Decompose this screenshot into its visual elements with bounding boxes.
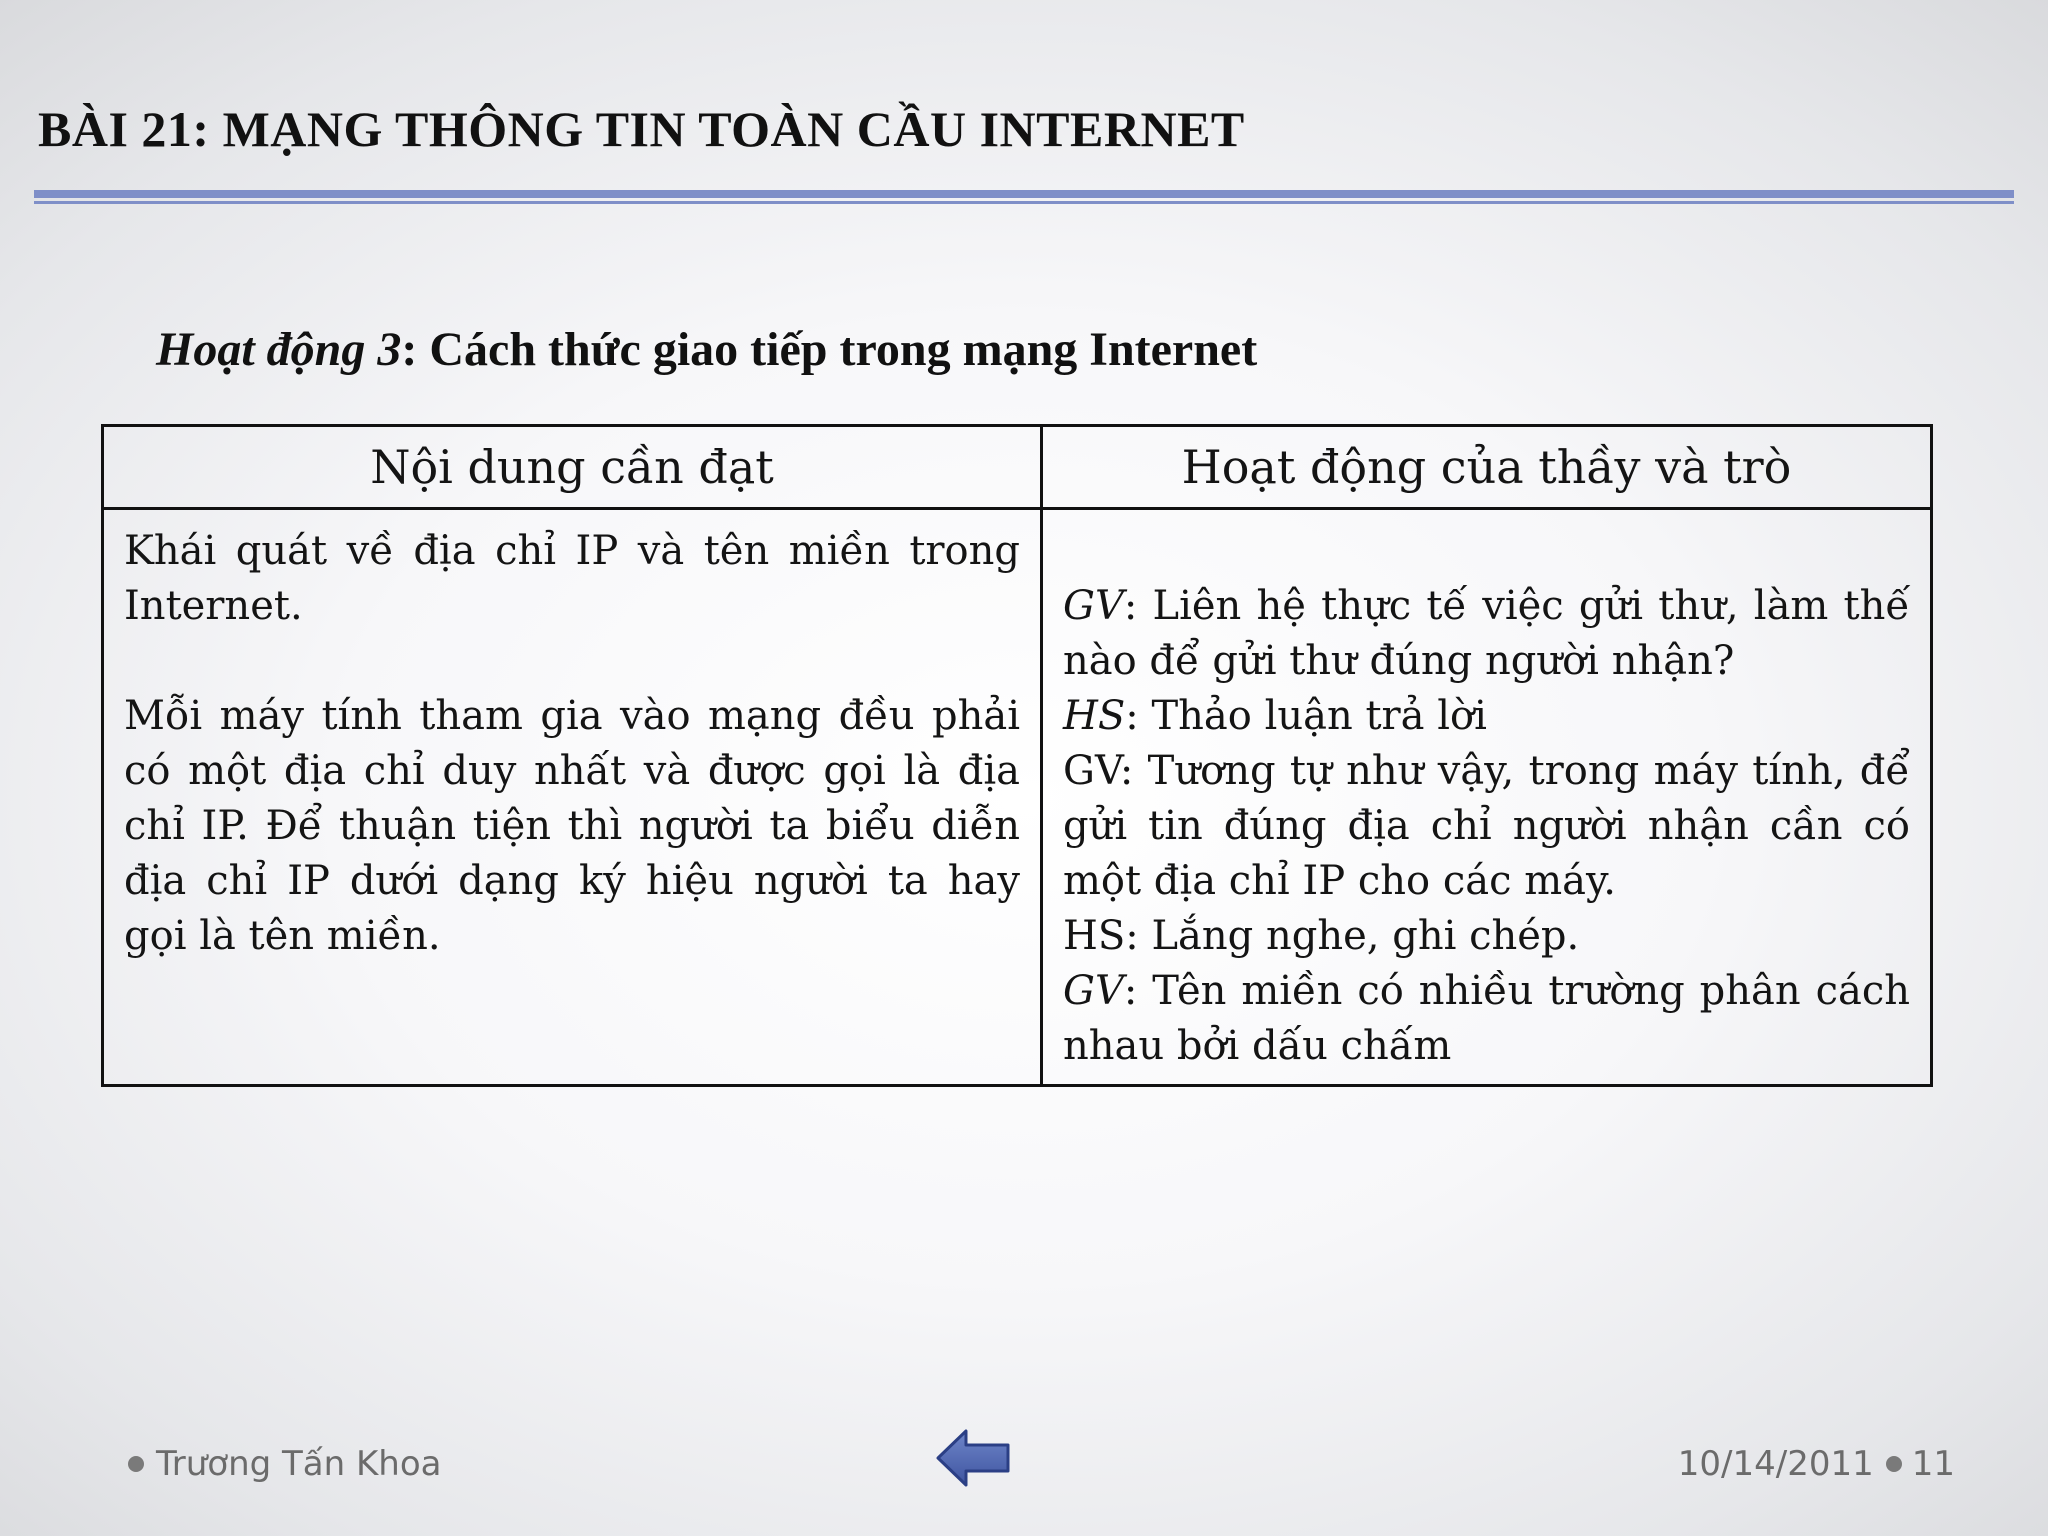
- activity-text: : Lắng nghe, ghi chép.: [1125, 913, 1580, 959]
- author-name: Trương Tấn Khoa: [156, 1444, 442, 1484]
- activity-text: : Tương tự như vậy, trong máy tính, để gửi tin đúng địa chỉ người nhận cần có một địa chỉ IP cho các máy.: [1063, 748, 1910, 904]
- lesson-table: [101, 424, 1933, 1087]
- back-button[interactable]: [934, 1426, 1012, 1490]
- slide-title: BÀI 21: MẠNG THÔNG TIN TOÀN CẦU INTERNET: [38, 101, 1245, 157]
- activity-separator: :: [401, 323, 430, 376]
- activity-line: [1063, 579, 1910, 689]
- footer-author: [128, 1444, 441, 1484]
- header-content-required: Nội dung cần đạt: [103, 426, 1042, 509]
- header-teacher-student-activity: Hoạt động của thầy và trò: [1042, 426, 1932, 509]
- content-intro: Khái quát về địa chỉ IP và tên miền trong Internet.: [124, 528, 1020, 629]
- activity-role: HS: [1063, 693, 1126, 739]
- slide-number: 11: [1911, 1444, 1955, 1484]
- activity-line: [1063, 744, 1910, 909]
- activity-line: [1063, 909, 1910, 964]
- bullet-dot-icon: [1886, 1456, 1902, 1472]
- title-divider-thin: [34, 201, 2014, 204]
- activity-top-gap: [1063, 524, 1910, 579]
- activity-topic: Cách thức giao tiếp trong mạng Internet: [429, 323, 1258, 376]
- activity-role: GV: [1063, 968, 1124, 1014]
- activity-cell: [1042, 509, 1932, 1086]
- title-divider: [34, 190, 2014, 198]
- footer-meta: [1678, 1444, 1955, 1484]
- slide-date: 10/14/2011: [1677, 1444, 1874, 1484]
- table-header-row: [103, 426, 1932, 509]
- bullet-dot-icon: [128, 1456, 144, 1472]
- content-body: Mỗi máy tính tham gia vào mạng đều phải có một địa chỉ duy nhất và được gọi là địa chỉ IP. Để thuận tiện thì người ta biểu diễn địa chỉ IP dưới dạng ký hiệu người ta hay gọi là tên miền.: [124, 693, 1020, 959]
- activity-role: GV: [1063, 748, 1120, 794]
- activity-line: [1063, 964, 1910, 1074]
- activity-heading: [156, 322, 1257, 377]
- activity-role: GV: [1063, 583, 1124, 629]
- table-row: [103, 509, 1932, 1086]
- content-cell: [103, 509, 1042, 1086]
- activity-text: : Liên hệ thực tế việc gửi thư, làm thế nào để gửi thư đúng người nhận?: [1063, 583, 1910, 684]
- activity-label: Hoạt động 3: [156, 323, 402, 376]
- activity-text: : Tên miền có nhiều trường phân cách nhau bởi dấu chấm: [1063, 968, 1910, 1069]
- left-arrow-icon: [934, 1426, 1012, 1490]
- activity-line: [1063, 689, 1910, 744]
- activity-role: HS: [1063, 913, 1126, 959]
- activity-text: : Thảo luận trả lời: [1125, 693, 1487, 739]
- paragraph-gap: [124, 634, 1020, 689]
